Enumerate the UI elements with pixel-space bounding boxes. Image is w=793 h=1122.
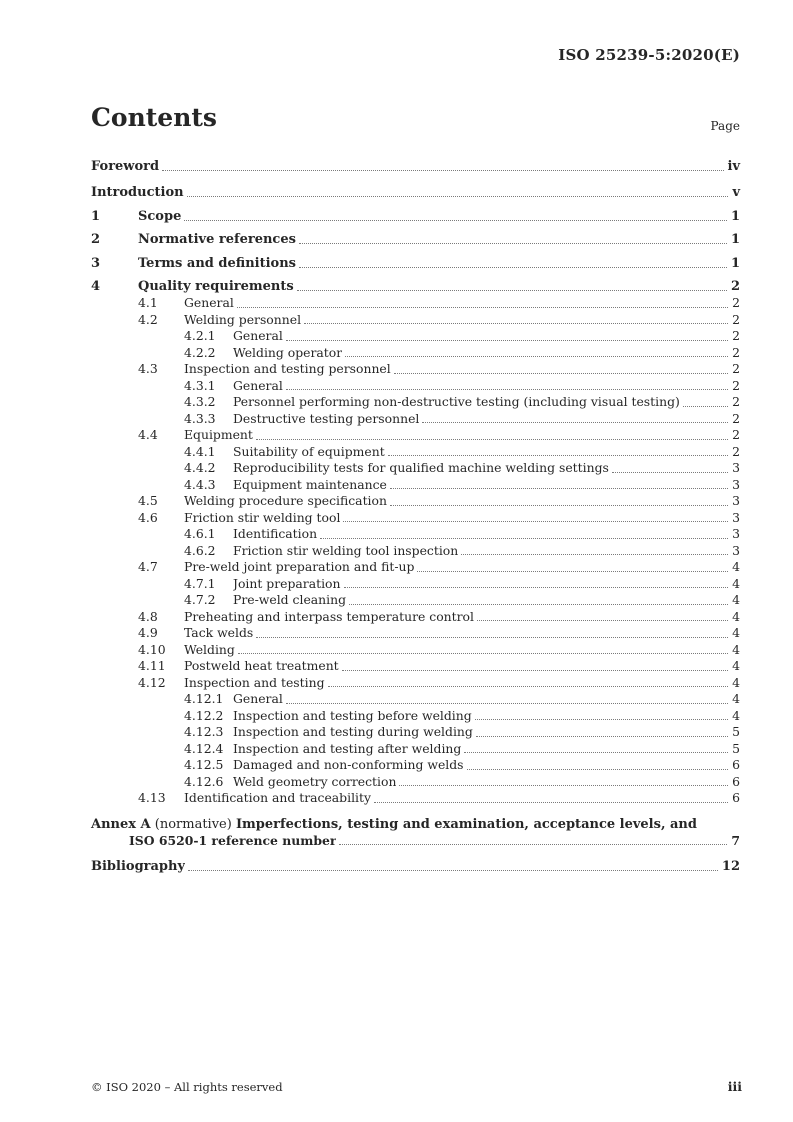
toc-entry-number: 1 — [91, 208, 101, 224]
dot-leader — [286, 389, 728, 390]
toc-entry-number: 4.12.6 — [184, 773, 224, 789]
toc-entry-number: 4.4 — [138, 427, 158, 442]
dot-leader — [238, 653, 728, 654]
toc-entry-title: Preheating and interpass temperature control — [184, 608, 474, 624]
annex-title: Imperfections, testing and examination, acceptance levels, and — [235, 816, 697, 832]
dot-leader — [237, 307, 728, 308]
toc-entry-number: 4.9 — [138, 625, 158, 640]
toc-entry-page: 1 — [730, 255, 740, 271]
toc-entry-page: 4 — [732, 674, 740, 690]
toc-entry-page: 3 — [732, 476, 740, 492]
toc-entry-number: 4.13 — [138, 790, 166, 805]
toc-entry-title: Joint preparation — [233, 575, 341, 591]
toc-entry-title: Inspection and testing during welding — [233, 724, 473, 739]
toc-entry-number: 4.7.2 — [184, 592, 216, 607]
toc-entry-page: iv — [727, 159, 740, 174]
dot-leader — [256, 637, 728, 638]
dot-leader — [476, 736, 728, 737]
toc-entry-title: Inspection and testing before welding — [233, 707, 472, 723]
toc-entry-page: 2 — [732, 311, 740, 327]
toc-entry-title: Welding — [184, 641, 235, 657]
toc-entry — [91, 411, 740, 428]
dot-leader — [304, 323, 728, 324]
toc-entry-title: Weld geometry correction — [233, 773, 397, 789]
toc-entry-title: Introduction — [91, 185, 184, 200]
toc-entry-page: 4 — [732, 658, 740, 673]
dot-leader — [417, 571, 728, 572]
dot-leader — [299, 267, 727, 268]
toc-entry-title: Inspection and testing personnel — [184, 361, 391, 376]
toc-entry-page: 5 — [732, 724, 740, 739]
toc-entry-title: Friction stir welding tool — [184, 509, 341, 525]
toc-entry-title: Inspection and testing after welding — [233, 740, 462, 756]
toc-entry-page: 3 — [732, 493, 740, 508]
toc-entry-number: 4.6 — [138, 509, 158, 525]
toc-entry — [91, 361, 740, 378]
dot-leader — [399, 785, 728, 786]
dot-leader — [344, 587, 729, 588]
toc-entry-page: 2 — [732, 361, 740, 376]
toc-entry — [91, 208, 740, 225]
toc-entry-number: 4.3 — [138, 361, 158, 376]
dot-leader — [188, 870, 718, 871]
toc-entry-page: 4 — [732, 608, 740, 624]
toc-entry-title: Pre-weld joint preparation and fit-up — [184, 559, 415, 574]
table-of-contents — [91, 149, 740, 875]
toc-entry-title: Destructive testing personnel — [233, 410, 420, 426]
contents-title: Contents — [91, 103, 218, 132]
toc-entry-page: 2 — [732, 443, 740, 459]
toc-entry — [91, 184, 740, 201]
dot-leader — [328, 686, 729, 687]
dot-leader — [286, 340, 728, 341]
toc-entry-page: 6 — [732, 757, 740, 772]
toc-entry — [91, 444, 740, 461]
toc-entry-title: Damaged and non-conforming welds — [233, 757, 464, 772]
toc-entry — [91, 790, 740, 807]
copyright-notice: © ISO 2020 – All rights reserved — [91, 1080, 283, 1094]
toc-entry-title: Scope — [138, 208, 182, 224]
toc-entry — [91, 255, 740, 272]
toc-entry — [91, 609, 740, 626]
annex-title-continued: ISO 6520-1 reference number — [129, 832, 337, 848]
dot-leader — [683, 406, 728, 407]
toc-entry — [91, 543, 740, 560]
toc-entry — [91, 708, 740, 725]
toc-entry-page: 2 — [732, 377, 740, 393]
bibliography-title: Bibliography — [91, 859, 186, 874]
toc-entry-title: Friction stir welding tool inspection — [233, 542, 459, 558]
toc-entry — [91, 328, 740, 345]
toc-entry — [91, 625, 740, 642]
toc-entry — [91, 493, 740, 510]
toc-entry-title: General — [184, 295, 234, 310]
toc-entry-title: Identification and traceability — [184, 790, 371, 805]
toc-entry-number: 4.11 — [138, 658, 166, 673]
dot-leader — [256, 439, 728, 440]
toc-entry-number: 4.12.5 — [184, 757, 224, 772]
toc-entry-page: 1 — [730, 232, 740, 247]
toc-entry — [91, 394, 740, 411]
toc-entry-number: 4.12.3 — [184, 724, 224, 739]
toc-entry-page: 6 — [732, 790, 740, 805]
toc-entry-page: 2 — [732, 295, 740, 310]
toc-entry-page: 5 — [732, 740, 740, 756]
toc-entry — [91, 757, 740, 774]
toc-entry-number: 4.8 — [138, 608, 158, 624]
bibliography-page-number: 12 — [721, 859, 740, 874]
page-footer — [91, 1079, 742, 1094]
dot-leader — [342, 670, 728, 671]
annex-label: Annex A — [91, 816, 151, 832]
toc-entry — [91, 592, 740, 609]
toc-entry — [91, 724, 740, 741]
dot-leader — [343, 521, 728, 522]
toc-entry — [91, 774, 740, 791]
toc-entry-title: Personnel performing non-destructive testing (including visual testing) — [233, 394, 680, 409]
toc-entry-title: Inspection and testing — [184, 674, 325, 690]
toc-entry-number: 4.2.1 — [184, 328, 216, 343]
dot-leader — [320, 538, 728, 539]
annex-title-line2 — [91, 833, 740, 850]
dot-leader — [394, 373, 728, 374]
toc-entry-page: 3 — [732, 509, 740, 525]
folio-page-number: iii — [727, 1079, 742, 1094]
toc-entry-page: 2 — [732, 394, 740, 409]
toc-entry — [91, 378, 740, 395]
dot-leader — [345, 356, 728, 357]
toc-entry-annex — [91, 816, 740, 850]
toc-entry-number: 2 — [91, 232, 101, 247]
toc-entry — [91, 576, 740, 593]
toc-entry — [91, 510, 740, 527]
dot-leader — [612, 472, 728, 473]
toc-entry — [91, 526, 740, 543]
toc-entry — [91, 295, 740, 312]
toc-entry — [91, 675, 740, 692]
toc-entry-number: 4.7.1 — [184, 575, 216, 591]
toc-entry — [91, 345, 740, 362]
toc-entry — [91, 278, 740, 295]
toc-entry-number: 4.3.2 — [184, 394, 216, 409]
toc-entry-title: General — [233, 377, 283, 393]
dot-leader — [349, 604, 728, 605]
dot-leader — [467, 769, 729, 770]
toc-entry-page: 4 — [732, 641, 740, 657]
toc-entry-number: 4.4.3 — [184, 476, 216, 492]
toc-entry-number: 4.12.2 — [184, 707, 224, 723]
toc-entry-title: Terms and definitions — [138, 255, 296, 271]
dot-leader — [464, 752, 728, 753]
toc-entry-number: 4.12.4 — [184, 740, 224, 756]
toc-entry-title: Equipment maintenance — [233, 476, 387, 492]
toc-entry-number: 4.5 — [138, 493, 158, 508]
toc-entry — [91, 658, 740, 675]
toc-entry-number: 4 — [91, 279, 101, 294]
toc-entry-number: 4.7 — [138, 559, 158, 574]
dot-leader — [286, 703, 728, 704]
dot-leader — [297, 290, 727, 291]
toc-entry-number: 4.4.1 — [184, 443, 216, 459]
dot-leader — [374, 802, 728, 803]
dot-leader — [184, 220, 727, 221]
toc-entry-number: 4.3.3 — [184, 410, 216, 426]
toc-entry-page: 4 — [732, 559, 740, 574]
toc-entry — [91, 741, 740, 758]
dot-leader — [475, 719, 728, 720]
toc-entry-title: Normative references — [138, 232, 296, 247]
toc-entry-title: Welding operator — [233, 344, 343, 360]
toc-entry-title: Welding procedure specification — [184, 493, 387, 508]
toc-entry-number: 3 — [91, 255, 101, 271]
dot-leader — [339, 844, 727, 845]
toc-entry-title: Reproducibility tests for qualified machine welding settings — [233, 460, 609, 475]
toc-entry-page: 4 — [732, 575, 740, 591]
toc-entry-title: Welding personnel — [184, 311, 302, 327]
toc-entry-page: 4 — [732, 625, 740, 640]
toc-entry-page: 4 — [732, 707, 740, 723]
dot-leader — [477, 620, 728, 621]
toc-entry-number: 4.6.2 — [184, 542, 216, 558]
toc-entry-page: 6 — [732, 773, 740, 789]
toc-entry-number: 4.3.1 — [184, 377, 216, 393]
toc-entry-title: Pre-weld cleaning — [233, 592, 347, 607]
dot-leader — [422, 422, 728, 423]
toc-entry — [91, 460, 740, 477]
toc-entry-title: Postweld heat treatment — [184, 658, 339, 673]
toc-entry-page: 4 — [732, 592, 740, 607]
toc-entry — [91, 427, 740, 444]
toc-entry-number: 4.12 — [138, 674, 166, 690]
annex-title-line1 — [91, 816, 740, 833]
toc-entry-title: Foreword — [91, 159, 160, 174]
toc-entry-number: 4.2.2 — [184, 344, 216, 360]
toc-entry-number: 4.4.2 — [184, 460, 216, 475]
toc-entry-title: Equipment — [184, 427, 253, 442]
toc-list — [91, 158, 740, 807]
toc-entry-title: Quality requirements — [138, 279, 294, 294]
toc-entry-page: 2 — [730, 279, 740, 294]
toc-entry — [91, 642, 740, 659]
toc-entry-page: 2 — [732, 427, 740, 442]
toc-entry-page: 2 — [732, 410, 740, 426]
toc-entry-page: 3 — [732, 542, 740, 558]
toc-entry-page: 2 — [732, 344, 740, 360]
toc-entry — [91, 158, 740, 175]
dot-leader — [162, 170, 723, 171]
toc-entry-page: 1 — [730, 208, 740, 224]
toc-entry-page: 4 — [732, 691, 740, 706]
toc-entry — [91, 477, 740, 494]
toc-entry-title: General — [233, 691, 283, 706]
toc-entry-number: 4.12.1 — [184, 691, 224, 706]
toc-entry-page: 2 — [732, 328, 740, 343]
dot-leader — [390, 505, 728, 506]
toc-entry-title: Identification — [233, 526, 318, 541]
toc-entry-title: General — [233, 328, 283, 343]
toc-entry-number: 4.2 — [138, 311, 158, 327]
document-code: ISO 25239-5:2020(E) — [558, 46, 740, 64]
dot-leader — [390, 488, 728, 489]
page-column-label: Page — [710, 119, 740, 133]
toc-entry-page: 3 — [732, 526, 740, 541]
dot-leader — [461, 554, 728, 555]
dot-leader — [187, 196, 729, 197]
toc-entry — [91, 312, 740, 329]
annex-qualifier: (normative) — [150, 816, 236, 832]
toc-entry-number: 4.10 — [138, 641, 166, 657]
toc-entry — [91, 691, 740, 708]
toc-entry-number: 4.6.1 — [184, 526, 216, 541]
toc-entry-title: Suitability of equipment — [233, 443, 385, 459]
dot-leader — [388, 455, 728, 456]
toc-entry-bibliography — [91, 858, 740, 875]
toc-entry-title: Tack welds — [184, 625, 254, 640]
toc-entry — [91, 559, 740, 576]
annex-page-number: 7 — [731, 832, 740, 848]
toc-entry-number: 4.1 — [138, 295, 158, 310]
toc-entry-page: v — [732, 185, 740, 200]
toc-entry-page: 3 — [732, 460, 740, 475]
dot-leader — [299, 243, 727, 244]
toc-entry — [91, 231, 740, 248]
